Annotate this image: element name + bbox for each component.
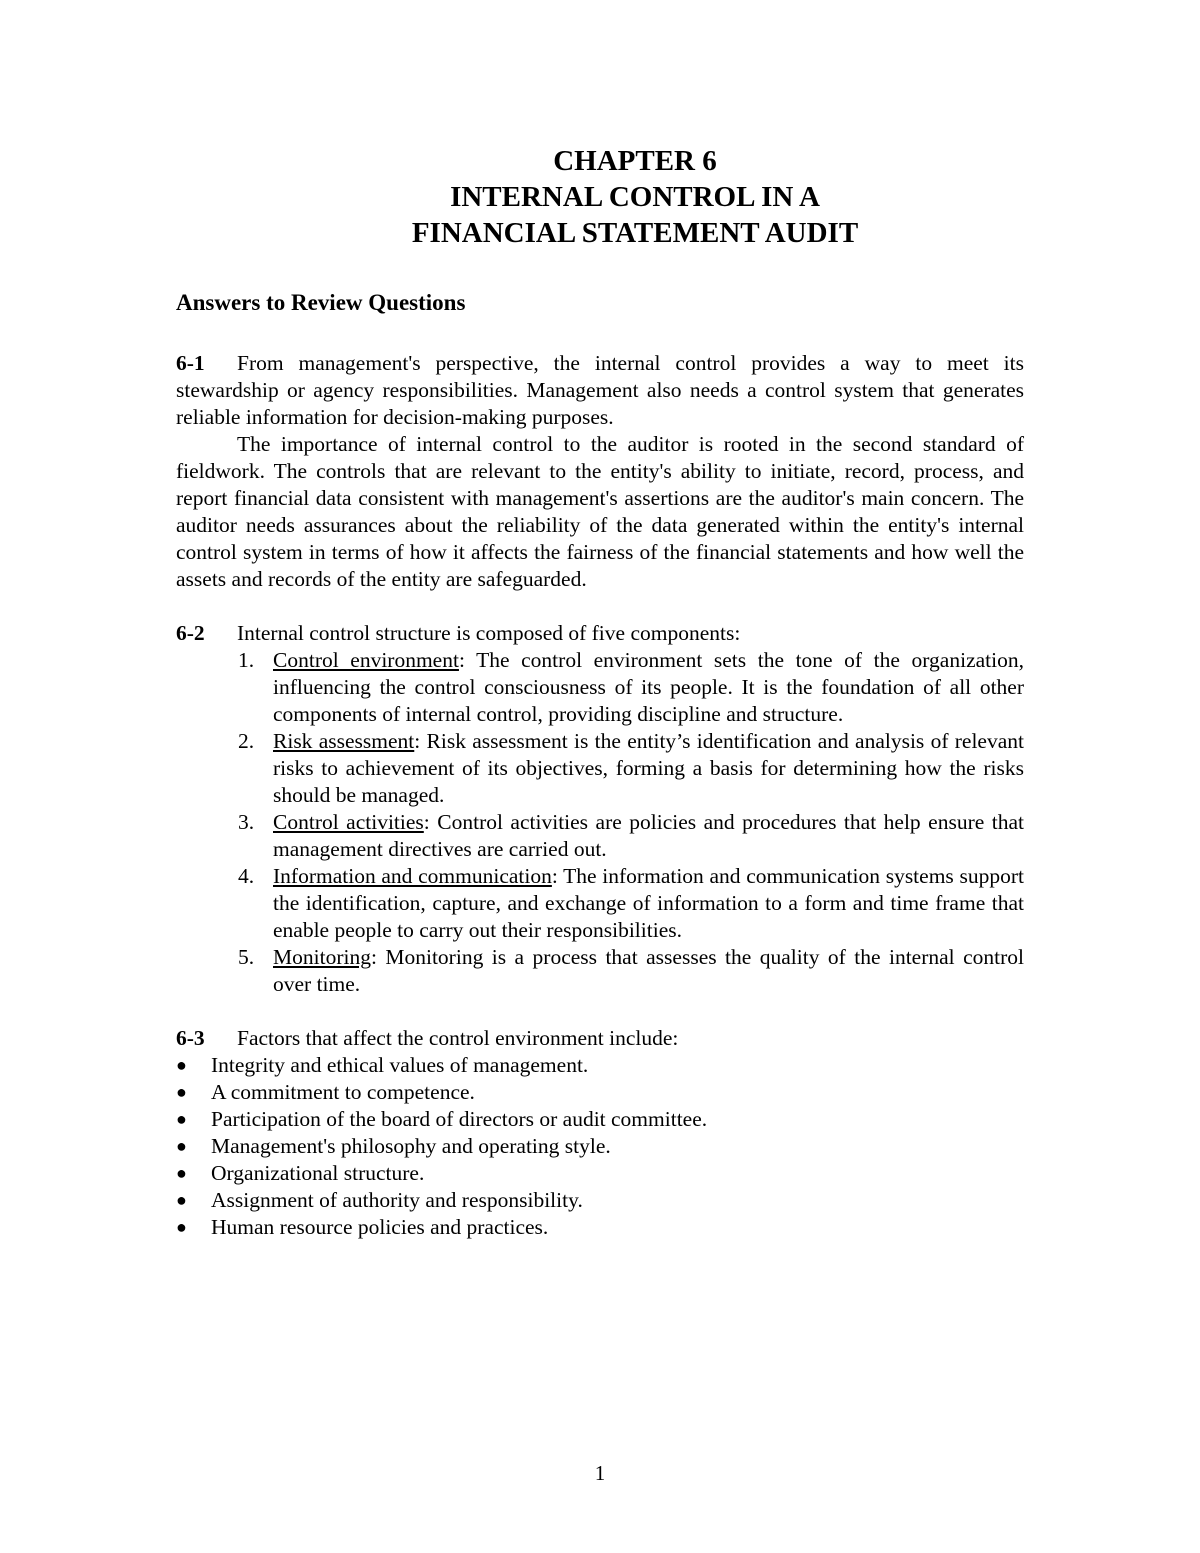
- list-item: [176, 647, 1024, 728]
- factor-text: Human resource policies and practices.: [211, 1215, 549, 1239]
- factor-text: A commitment to competence.: [211, 1080, 475, 1104]
- bullet-icon: ●: [176, 1217, 187, 1237]
- factors-list: [176, 1052, 1024, 1241]
- answer-6-3-intro: [176, 1025, 1024, 1052]
- bullet-icon: ●: [176, 1190, 187, 1210]
- components-list: [176, 647, 1024, 998]
- component-description: : Monitoring is a process that assesses the quality of the internal control over time.: [273, 945, 1024, 996]
- list-number: 2.: [238, 729, 255, 753]
- list-item: [176, 1214, 1024, 1241]
- question-number: 6-2: [176, 621, 205, 645]
- question-number: 6-3: [176, 1026, 205, 1050]
- paragraph-text: From management's perspective, the internal control provides a way to meet its stewardship or agency responsibilities. Management also needs a control system that generates reliable information for decision-making purposes.: [176, 351, 1024, 429]
- page-number: 1: [594, 1461, 606, 1485]
- list-item: [176, 1079, 1024, 1106]
- answer-6-3: [176, 1025, 1024, 1241]
- list-number: 3.: [238, 810, 255, 834]
- chapter-title-line-3: FINANCIAL STATEMENT AUDIT: [411, 217, 859, 249]
- component-description: : Control activities are policies and procedures that help ensure that management directives are carried out.: [273, 810, 1024, 861]
- factor-text: Management's philosophy and operating style.: [211, 1134, 611, 1158]
- component-term: Information and communication: [273, 864, 552, 888]
- bullet-icon: ●: [176, 1082, 187, 1102]
- intro-text: Factors that affect the control environment include:: [237, 1026, 679, 1050]
- list-item: [176, 863, 1024, 944]
- answer-6-1-paragraph-2: The importance of internal control to the auditor is rooted in the second standard of fieldwork. The controls that are relevant to the entity's ability to initiate, record, process, and report financial data consistent with management's assertions are the auditor's main concern. The auditor needs assurances about the reliability of the data generated within the entity's internal control system in terms of how it affects the fairness of the financial statements and how well the assets and records of the entity are safeguarded.: [176, 432, 1024, 591]
- section-heading: Answers to Review Questions: [176, 290, 466, 315]
- component-term: Control activities: [273, 810, 424, 834]
- answer-6-1-paragraph-1: [176, 350, 1024, 431]
- list-item: [176, 809, 1024, 863]
- factor-text: Integrity and ethical values of management.: [211, 1053, 589, 1077]
- chapter-title-line-2: INTERNAL CONTROL IN A: [450, 181, 820, 213]
- component-description: : The control environment sets the tone of the organization, influencing the control consciousness of its people. It is the foundation of all other components of internal control, providing discipline and structure.: [273, 648, 1024, 726]
- list-item: [176, 1106, 1024, 1133]
- answer-6-2: [176, 620, 1024, 998]
- bullet-icon: ●: [176, 1163, 187, 1183]
- document-body: [176, 350, 1024, 1268]
- factor-text: Assignment of authority and responsibility.: [211, 1188, 583, 1212]
- factor-text: Participation of the board of directors or audit committee.: [211, 1107, 708, 1131]
- component-term: Control environment: [273, 648, 459, 672]
- list-item: [176, 944, 1024, 998]
- component-description: : The information and communication systems support the identification, capture, and exchange of information to a form and time frame that enable people to carry out their responsibilities.: [273, 864, 1024, 942]
- bullet-icon: ●: [176, 1109, 187, 1129]
- component-term: Risk assessment: [273, 729, 415, 753]
- question-number: 6-1: [176, 351, 205, 375]
- factor-text: Organizational structure.: [211, 1161, 425, 1185]
- answer-6-2-intro: [176, 620, 1024, 647]
- list-number: 4.: [238, 864, 255, 888]
- list-item: [176, 1133, 1024, 1160]
- bullet-icon: ●: [176, 1055, 187, 1075]
- list-item: [176, 1187, 1024, 1214]
- list-item: [176, 1160, 1024, 1187]
- component-description: : Risk assessment is the entity’s identification and analysis of relevant risks to achievement of its objectives, forming a basis for determining how the risks should be managed.: [273, 729, 1024, 807]
- intro-text: Internal control structure is composed of five components:: [237, 621, 741, 645]
- component-term: Monitoring: [273, 945, 371, 969]
- chapter-title-line-1: CHAPTER 6: [553, 145, 717, 177]
- chapter-title: [0, 143, 1200, 251]
- list-item: [176, 1052, 1024, 1079]
- answer-6-1: [176, 350, 1024, 593]
- list-number: 1.: [238, 648, 255, 672]
- bullet-icon: ●: [176, 1136, 187, 1156]
- list-number: 5.: [238, 945, 255, 969]
- list-item: [176, 728, 1024, 809]
